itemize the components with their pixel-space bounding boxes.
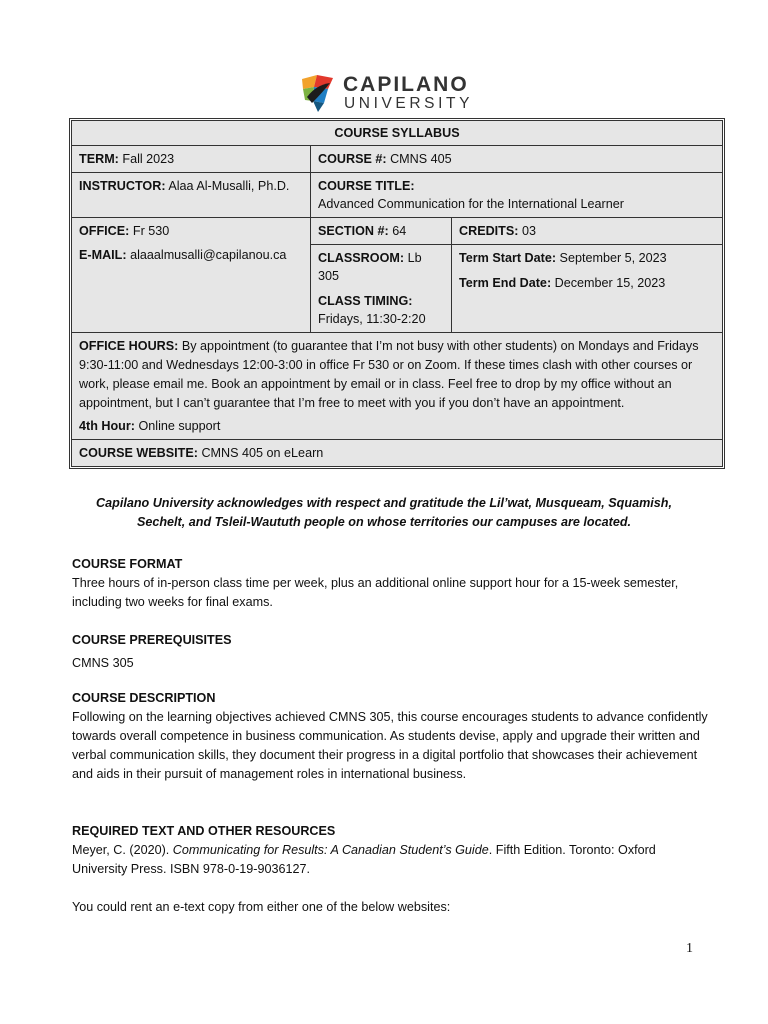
office-hours-cell bbox=[72, 333, 723, 440]
office-hours-label: OFFICE HOURS: bbox=[79, 339, 179, 353]
description-text: Following on the learning objectives achieved CMNS 305, this course encourages students to advance confidently towards overall competence in business communication. As students devise, apply and upgrade their written and verbal communication skills, they document their progress in a digital portfolio that showcases their achievement and aids in their pursuit of management roles in international business. bbox=[72, 710, 708, 781]
reference-title: Communicating for Results: A Canadian Student’s Guide bbox=[172, 843, 489, 857]
resources-section bbox=[72, 822, 712, 917]
prerequisites-heading: COURSE PREREQUISITES bbox=[72, 633, 232, 647]
term-start-label: Term Start Date: bbox=[459, 251, 557, 265]
term-label: TERM: bbox=[79, 152, 119, 166]
details-row-1 bbox=[72, 218, 723, 245]
course-number-label: COURSE #: bbox=[318, 152, 387, 166]
syllabus-title-row bbox=[72, 121, 723, 146]
classroom-value: Lb 305 bbox=[318, 251, 422, 283]
reference-details: . Fifth Edition. Toronto: Oxford University Press. ISBN 978-0-19-9036127. bbox=[72, 843, 656, 876]
description-heading: COURSE DESCRIPTION bbox=[72, 691, 216, 705]
course-number-value: CMNS 405 bbox=[390, 152, 452, 166]
section-value: 64 bbox=[392, 224, 407, 238]
instructor-cell bbox=[72, 173, 311, 218]
email-value[interactable]: alaaalmusalli@capilanou.ca bbox=[130, 248, 287, 262]
instructor-label: INSTRUCTOR: bbox=[79, 179, 166, 193]
syllabus-title: COURSE SYLLABUS bbox=[72, 121, 723, 146]
term-cell bbox=[72, 146, 311, 173]
class-timing-value: Fridays, 11:30-2:20 bbox=[318, 312, 426, 326]
classroom-label: CLASSROOM: bbox=[318, 251, 405, 265]
office-value: Fr 530 bbox=[132, 224, 170, 238]
term-end-value: December 15, 2023 bbox=[554, 276, 666, 290]
class-timing-label: CLASS TIMING: bbox=[318, 294, 413, 308]
rent-etext-text: You could rent an e-text copy from either one of the below websites: bbox=[72, 900, 451, 914]
office-hours-value: By appointment (to guarantee that I’m not busy with other students) on Mondays and Fridays 9:30-11:00 and Wednesdays 12:00-3:00 in office Fr 530 or on Zoom. If these times clash with other courses or work, please email me. Book an appointment by email or in class. Feel free to drop by my office without an appointment, but I can’t guarantee that I’m free to meet with you if you don’t have an appointment. bbox=[79, 339, 699, 410]
course-format-heading: COURSE FORMAT bbox=[72, 557, 183, 571]
credits-label: CREDITS: bbox=[459, 224, 519, 238]
prerequisites-text: CMNS 305 bbox=[72, 656, 134, 670]
instructor-row bbox=[72, 173, 723, 218]
logo-wordmark-university: UNIVERSITY bbox=[344, 95, 474, 112]
term-end-label: Term End Date: bbox=[459, 276, 552, 290]
credits-cell bbox=[452, 218, 723, 245]
course-title-value: Advanced Communication for the International Learner bbox=[318, 197, 624, 211]
course-title-cell bbox=[311, 173, 723, 218]
resources-heading: REQUIRED TEXT AND OTHER RESOURCES bbox=[72, 824, 336, 838]
course-format-section bbox=[72, 555, 712, 612]
course-website-label: COURSE WEBSITE: bbox=[79, 446, 198, 460]
classroom-timing-cell bbox=[311, 245, 452, 333]
reference-author: Meyer, C. (2020). bbox=[72, 843, 170, 857]
syllabus-table bbox=[71, 120, 723, 467]
course-website-value[interactable]: CMNS 405 on eLearn bbox=[201, 446, 324, 460]
term-value: Fall 2023 bbox=[122, 152, 175, 166]
instructor-value: Alaa Al-Musalli, Ph.D. bbox=[168, 179, 290, 193]
capilano-logo-mark-icon bbox=[300, 73, 336, 113]
section-label: SECTION #: bbox=[318, 224, 389, 238]
land-acknowledgement: Capilano University acknowledges with respect and gratitude the Lil’wat, Musqueam, Squamish, Sechelt, and Tsleil-Waututh people on whose territories our campuses are located. bbox=[96, 496, 672, 529]
website-row bbox=[72, 440, 723, 467]
course-format-text: Three hours of in-person class time per week, plus an additional online support hour for a 15-week semester, including two weeks for final exams. bbox=[72, 576, 679, 609]
logo-wordmark-capilano: CAPILANO bbox=[343, 73, 469, 96]
office-label: OFFICE: bbox=[79, 224, 130, 238]
email-label: E-MAIL: bbox=[79, 248, 127, 262]
course-number-cell bbox=[311, 146, 723, 173]
course-title-label: COURSE TITLE: bbox=[318, 179, 415, 193]
fourth-hour-label: 4th Hour: bbox=[79, 419, 135, 433]
fourth-hour-value: Online support bbox=[138, 419, 221, 433]
description-section bbox=[72, 689, 712, 784]
office-hours-row bbox=[72, 333, 723, 440]
course-website-cell bbox=[72, 440, 723, 467]
capilano-logo bbox=[300, 73, 472, 113]
prerequisites-section bbox=[72, 631, 712, 673]
page-number: 1 bbox=[686, 941, 693, 956]
term-start-value: September 5, 2023 bbox=[559, 251, 667, 265]
credits-value: 03 bbox=[521, 224, 536, 238]
term-row bbox=[72, 146, 723, 173]
section-cell bbox=[311, 218, 452, 245]
textbook-reference bbox=[72, 841, 712, 879]
term-dates-cell bbox=[452, 245, 723, 333]
office-email-cell bbox=[72, 218, 311, 333]
